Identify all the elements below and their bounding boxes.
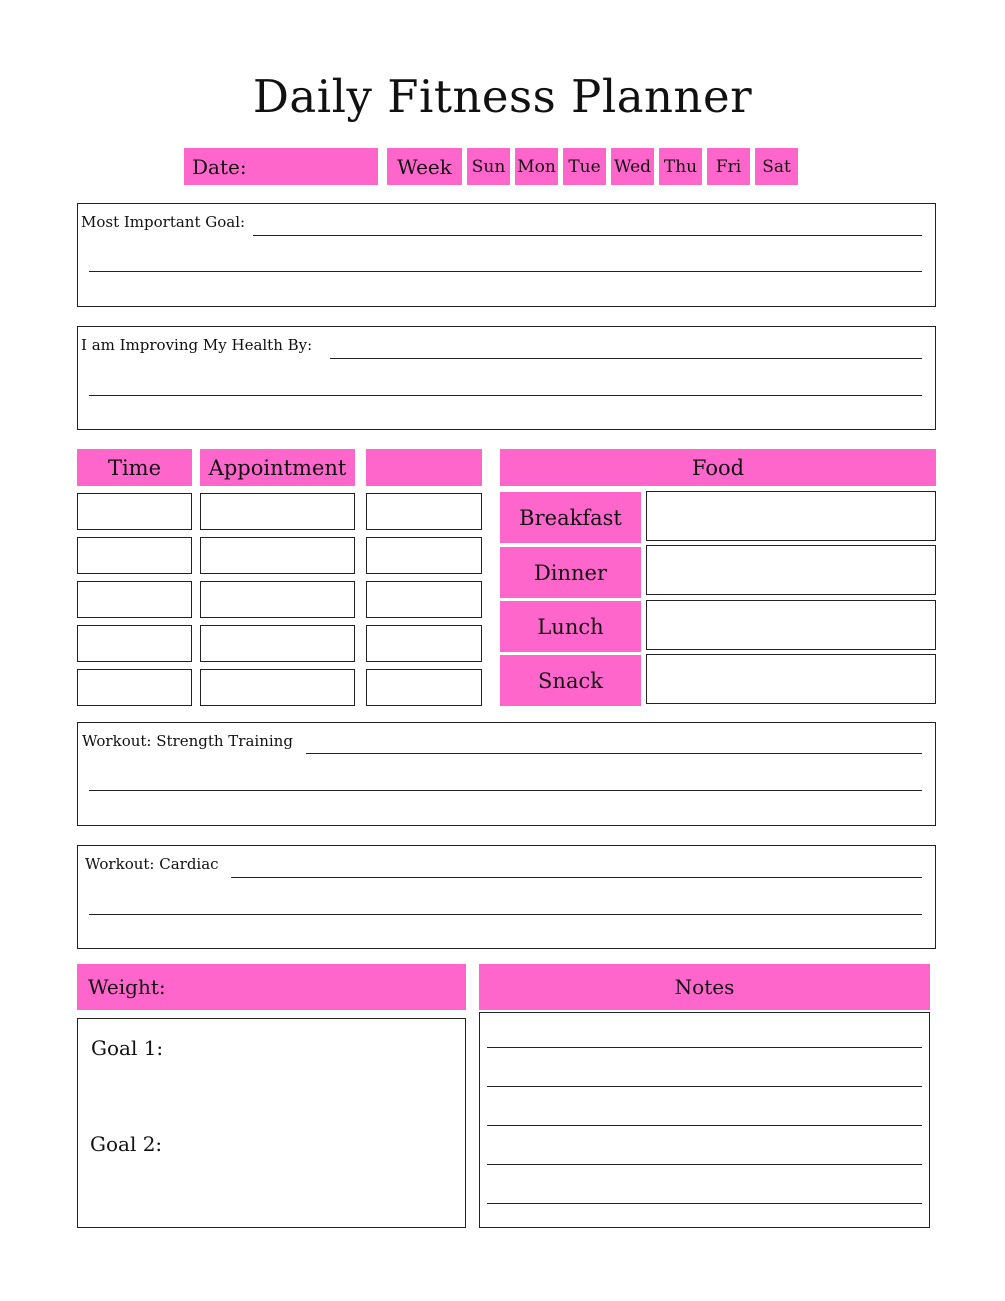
strength-box[interactable] (77, 722, 936, 826)
meal-snack (500, 655, 641, 706)
extra-cell[interactable] (366, 537, 482, 574)
meal-label: Dinner (533, 560, 608, 585)
appointment-cell[interactable] (200, 625, 355, 662)
day-label: Tue (568, 156, 601, 177)
meal-label: Lunch (537, 614, 604, 639)
date-field[interactable] (184, 148, 378, 185)
day-wed[interactable] (611, 148, 654, 185)
page-title: Daily Fitness Planner (252, 70, 753, 123)
day-fri[interactable] (707, 148, 750, 185)
notes-line[interactable] (487, 1203, 922, 1204)
snack-entry[interactable] (646, 654, 936, 704)
time-header-label: Time (107, 455, 162, 480)
breakfast-entry[interactable] (646, 491, 936, 541)
weight-header (77, 964, 466, 1010)
cardio-line-2[interactable] (89, 914, 922, 915)
notes-line[interactable] (487, 1125, 922, 1126)
day-sat[interactable] (755, 148, 798, 185)
goal-box[interactable] (77, 203, 936, 307)
appointment-cell[interactable] (200, 537, 355, 574)
week-label: Week (397, 154, 452, 179)
goal-line-1[interactable] (253, 235, 922, 236)
cardio-line-1[interactable] (231, 877, 922, 878)
notes-header (479, 964, 930, 1010)
week-label-cell (387, 148, 462, 185)
goal-2-label: Goal 2: (90, 1132, 163, 1156)
day-label: Wed (613, 156, 652, 177)
notes-line[interactable] (487, 1086, 922, 1087)
health-line-2[interactable] (89, 395, 922, 396)
goal-1-label: Goal 1: (91, 1036, 164, 1060)
strength-line-1[interactable] (306, 753, 922, 754)
time-cell[interactable] (77, 625, 192, 662)
time-header (77, 449, 192, 486)
notes-line[interactable] (487, 1164, 922, 1165)
extra-cell[interactable] (366, 669, 482, 706)
day-mon[interactable] (515, 148, 558, 185)
time-cell[interactable] (77, 581, 192, 618)
notes-line[interactable] (487, 1047, 922, 1048)
meal-label: Snack (538, 668, 603, 693)
weight-box[interactable] (77, 1018, 466, 1228)
time-cell[interactable] (77, 669, 192, 706)
extra-cell[interactable] (366, 581, 482, 618)
cardio-box[interactable] (77, 845, 936, 949)
lunch-entry[interactable] (646, 600, 936, 650)
extra-cell[interactable] (366, 493, 482, 530)
meal-breakfast (500, 492, 641, 543)
notes-header-label: Notes (674, 975, 735, 999)
extra-cell[interactable] (366, 625, 482, 662)
day-label: Sun (471, 156, 506, 177)
health-line-1[interactable] (330, 358, 922, 359)
goal-line-2[interactable] (89, 271, 922, 272)
day-label: Fri (715, 156, 742, 177)
strength-label: Workout: Strength Training (82, 732, 293, 750)
food-header-label: Food (691, 455, 745, 480)
extra-header (366, 449, 482, 486)
health-label: I am Improving My Health By: (81, 336, 313, 354)
date-label: Date: (192, 154, 247, 179)
time-cell[interactable] (77, 493, 192, 530)
day-label: Mon (517, 156, 556, 177)
health-box[interactable] (77, 326, 936, 430)
meal-label: Breakfast (519, 505, 622, 530)
meal-dinner (500, 547, 641, 598)
appointment-cell[interactable] (200, 581, 355, 618)
meal-lunch (500, 601, 641, 652)
goal-label: Most Important Goal: (81, 213, 246, 231)
cardio-label: Workout: Cardiac (85, 855, 219, 873)
dinner-entry[interactable] (646, 545, 936, 595)
day-sun[interactable] (467, 148, 510, 185)
day-label: Sat (762, 156, 791, 177)
day-label: Thu (663, 156, 698, 177)
food-header (500, 449, 936, 486)
day-tue[interactable] (563, 148, 606, 185)
weight-header-label: Weight: (88, 975, 166, 999)
day-thu[interactable] (659, 148, 702, 185)
appointment-header (200, 449, 355, 486)
appointment-cell[interactable] (200, 669, 355, 706)
notes-box[interactable] (479, 1012, 930, 1228)
strength-line-2[interactable] (89, 790, 922, 791)
appointment-header-label: Appointment (208, 455, 347, 480)
time-cell[interactable] (77, 537, 192, 574)
appointment-cell[interactable] (200, 493, 355, 530)
